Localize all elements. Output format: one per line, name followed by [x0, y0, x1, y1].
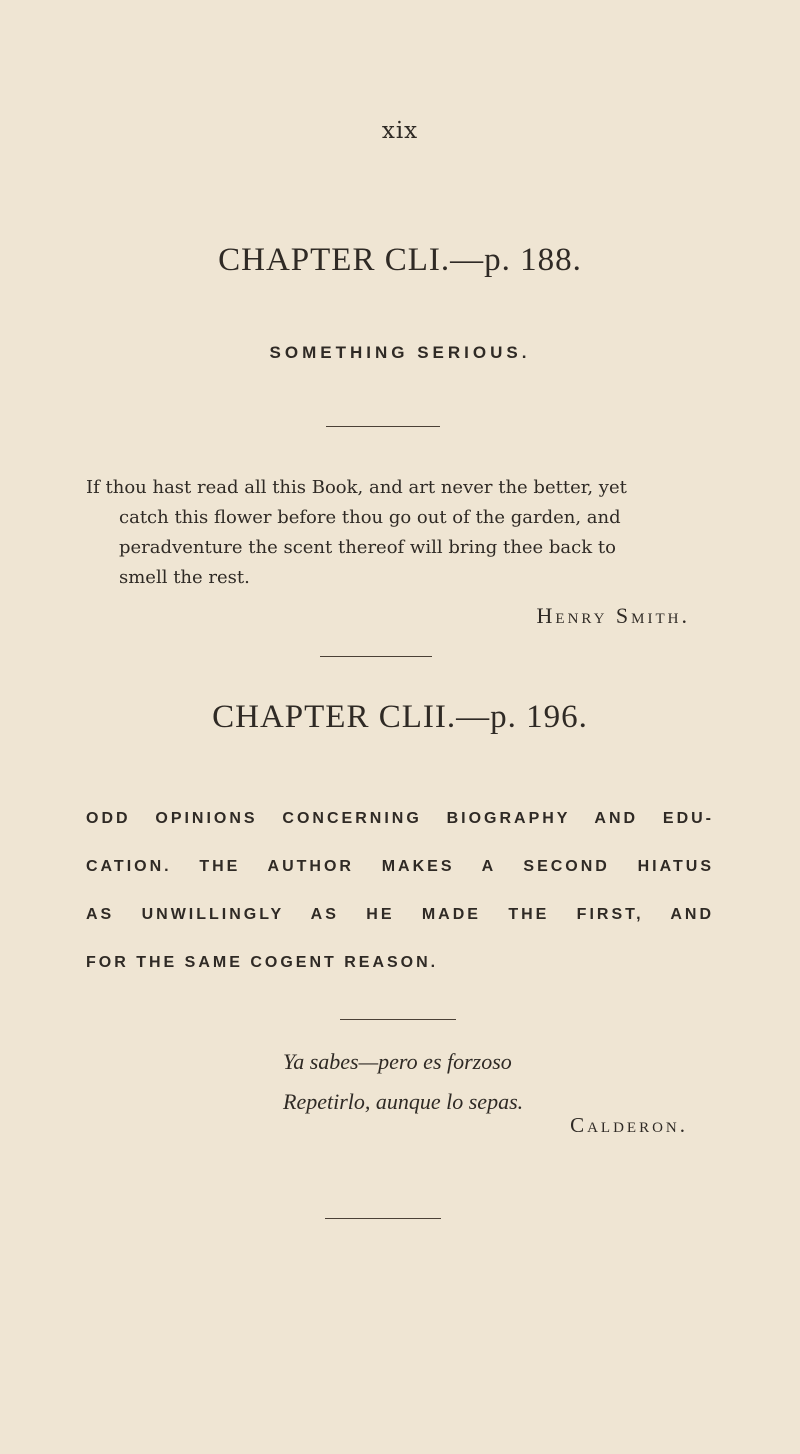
chapter-152-heading: CHAPTER CLII.—p. 196.: [212, 699, 588, 735]
chapter-151-heading: CHAPTER CLI.—p. 188.: [218, 242, 582, 278]
summary-line: CATION. THE AUTHOR MAKES A SECOND HIATUS: [86, 858, 714, 875]
epigraph-line: catch this flower before thou go out of the garden, and: [119, 507, 621, 528]
epigraph-line: peradventure the scent thereof will bring thee back to: [119, 537, 616, 558]
page-number: xix: [381, 118, 419, 144]
summary-line: AS UNWILLINGLY AS HE MADE THE FIRST, AND: [86, 906, 714, 923]
summary-line: ODD OPINIONS CONCERNING BIOGRAPHY AND EDU-: [86, 810, 714, 827]
chapter-151-epigraph: [86, 473, 715, 593]
chapter-152-summary: [86, 795, 714, 987]
chapter-151-title: SOMETHING SERIOUS.: [269, 343, 531, 362]
epigraph-author: Henry Smith.: [536, 603, 690, 628]
verse-quote: [283, 1042, 523, 1122]
verse-line: Repetirlo, aunque lo sepas.: [283, 1089, 524, 1114]
divider-rule: [325, 1218, 441, 1219]
divider-rule: [320, 656, 432, 657]
verse-author: Calderon.: [570, 1113, 688, 1137]
verse-line: Ya sabes—pero es forzoso: [283, 1049, 512, 1074]
divider-rule: [326, 426, 440, 427]
summary-line: FOR THE SAME COGENT REASON.: [86, 954, 439, 971]
divider-rule: [340, 1019, 456, 1020]
epigraph-line: smell the rest.: [119, 567, 250, 588]
epigraph-line: If thou hast read all this Book, and art never the better, yet: [86, 477, 627, 498]
